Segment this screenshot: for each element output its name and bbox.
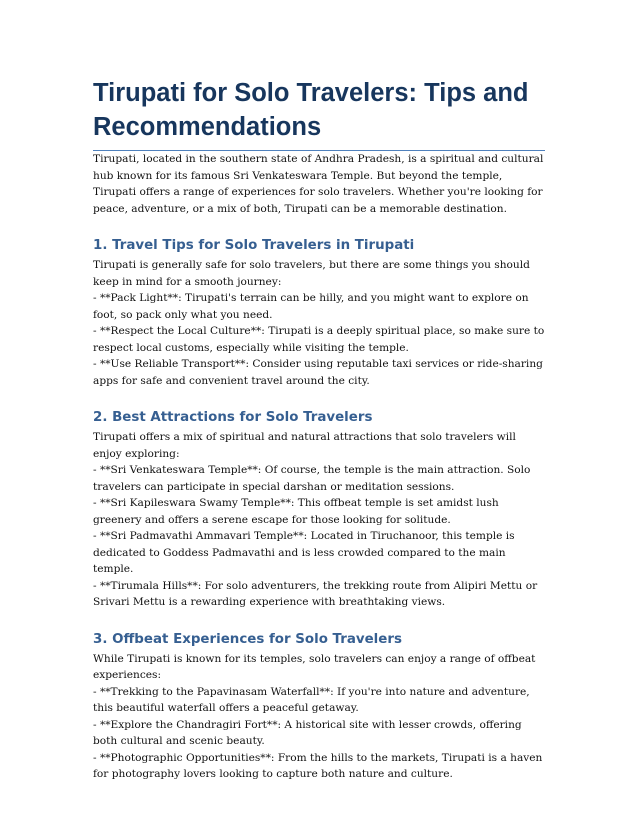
section-offbeat-experiences — [93, 630, 545, 783]
section-best-attractions — [93, 408, 545, 611]
document-title: Tirupati for Solo Travelers: Tips and Recommendations — [93, 76, 545, 151]
list-item: - **Sri Padmavathi Ammavari Temple**: Located in Tiruchanoor, this temple is dedicated to Goddess Padmavathi and is less crowded compared to the main temple. — [93, 530, 515, 575]
section-heading: 2. Best Attractions for Solo Travelers — [93, 410, 373, 425]
intro-paragraph: Tirupati, located in the southern state of Andhra Pradesh, is a spiritual and cultural hub known for its famous Sri Venkateswara Temple. But beyond the temple, Tirupati offers a range of experiences for solo travelers. Whether you're looking for peace, adventure, or a mix of both, Tirupati can be a memorable destination. — [93, 153, 544, 215]
list-item: - **Sri Kapileswara Swamy Temple**: This offbeat temple is set amidst lush greenery and offers a serene escape for those looking for solitude. — [93, 497, 499, 526]
section-travel-tips — [93, 236, 545, 389]
list-item: - **Sri Venkateswara Temple**: Of course, the temple is the main attraction. Solo travelers can participate in special darshan or meditation sessions. — [93, 464, 531, 493]
list-item: - **Use Reliable Transport**: Consider using reputable taxi services or ride-sharing apps for safe and convenient travel around the city. — [93, 358, 543, 387]
list-item: - **Explore the Chandragiri Fort**: A historical site with lesser crowds, offering both cultural and scenic beauty. — [93, 718, 522, 747]
document-page — [93, 76, 545, 783]
list-item: - **Photographic Opportunities**: From the hills to the markets, Tirupati is a haven for photography lovers looking to capture both nature and culture. — [93, 751, 543, 780]
section-lead: While Tirupati is known for its temples, solo travelers can enjoy a range of offbeat experiences: — [93, 652, 536, 681]
section-lead: Tirupati is generally safe for solo travelers, but there are some things you should keep in mind for a smooth journey: — [93, 259, 530, 288]
section-lead: Tirupati offers a mix of spiritual and natural attractions that solo travelers will enjoy exploring: — [93, 431, 516, 460]
list-item: - **Respect the Local Culture**: Tirupati is a deeply spiritual place, so make sure to respect local customs, especially while visiting the temple. — [93, 325, 545, 354]
list-item: - **Tirumala Hills**: For solo adventurers, the trekking route from Alipiri Mettu or Srivari Mettu is a rewarding experience with breathtaking views. — [93, 579, 538, 608]
section-heading: 1. Travel Tips for Solo Travelers in Tirupati — [93, 238, 415, 253]
section-heading: 3. Offbeat Experiences for Solo Travelers — [93, 631, 402, 647]
list-item: - **Pack Light**: Tirupati's terrain can be hilly, and you might want to explore on foot, so pack only what you need. — [93, 292, 529, 321]
list-item: - **Trekking to the Papavinasam Waterfall**: If you're into nature and adventure, this beautiful waterfall offers a peaceful getaway. — [93, 685, 530, 714]
